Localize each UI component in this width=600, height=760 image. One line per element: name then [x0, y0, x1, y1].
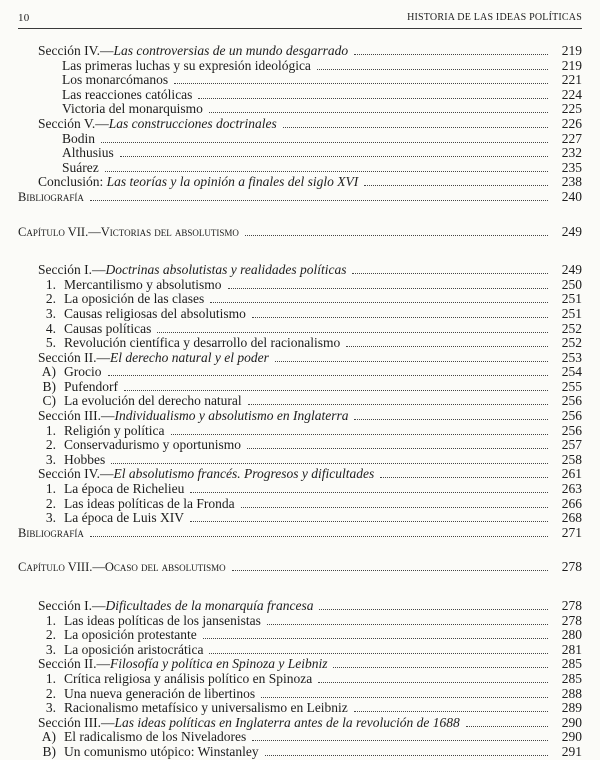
dot-leader — [157, 332, 548, 333]
dot-leader — [275, 361, 548, 362]
toc-entry — [18, 424, 582, 439]
entry-enumerator: 1. — [45, 422, 56, 438]
section-entry — [18, 599, 582, 614]
entry-title: Las primeras luchas y su expresión ideológica — [62, 57, 311, 73]
entry-title-wrap — [38, 467, 374, 482]
entry-enumerator: 3. — [45, 510, 56, 526]
entry-title-wrap — [64, 730, 246, 745]
page-number: 225 — [561, 101, 582, 117]
entry-title-wrap — [64, 322, 151, 337]
entry-title-wrap — [64, 672, 312, 687]
page-number: 232 — [561, 145, 582, 161]
toc-entry — [18, 701, 582, 716]
entry-title-wrap — [64, 687, 255, 702]
dot-leader — [101, 142, 548, 143]
page-number: 263 — [561, 481, 582, 497]
entry-title: Hobbes — [64, 451, 106, 467]
entry-title-wrap — [62, 146, 114, 161]
section-label: Sección V.— — [38, 115, 109, 131]
entry-title-wrap — [64, 336, 340, 351]
entry-title: La evolución del derecho natural — [64, 393, 242, 409]
entry-title-wrap — [18, 190, 84, 205]
section-label: Sección III.— — [38, 714, 115, 730]
section-title: Doctrinas absolutistas y realidades políticas — [105, 262, 347, 278]
dot-leader — [354, 711, 548, 712]
dot-leader — [209, 112, 548, 113]
entry-title-wrap — [38, 117, 277, 132]
page-number: 289 — [561, 700, 582, 716]
entry-title-wrap — [64, 278, 222, 293]
entry-title: Una nueva generación de libertinos — [64, 685, 256, 701]
entry-title: Racionalismo metafísico y universalismo en Leibniz — [64, 700, 348, 716]
dot-leader — [90, 536, 548, 537]
page-number: 256 — [561, 393, 582, 409]
entry-title-wrap — [64, 497, 235, 512]
entry-title: La época de Richelieu — [64, 481, 185, 497]
entry-title: Mercantilismo y absolutismo — [64, 276, 222, 292]
dot-leader — [283, 127, 548, 128]
entry-title-wrap — [38, 716, 460, 731]
entry-enumerator: 2. — [45, 627, 56, 643]
entry-title: La época de Luis XIV — [64, 510, 184, 526]
toc-entry — [18, 292, 582, 307]
bibliography-entry — [18, 526, 582, 541]
chapter-entry — [18, 560, 582, 575]
section-title: Las controversias de un mundo desgarrado — [113, 43, 349, 58]
page-number: 251 — [561, 291, 582, 307]
dot-leader — [352, 273, 548, 274]
page-number: 278 — [561, 612, 582, 628]
dot-leader — [354, 54, 548, 55]
entry-title-wrap — [38, 351, 269, 366]
entry-title: Las reacciones católicas — [62, 86, 193, 102]
page-number: 290 — [561, 729, 582, 745]
toc-block-chapter-viii — [18, 560, 582, 759]
page-number: 10 — [18, 12, 30, 24]
entry-title-wrap — [38, 657, 327, 672]
entry-title-wrap — [62, 132, 95, 147]
dot-leader — [265, 755, 548, 756]
dot-leader — [190, 521, 548, 522]
entry-enumerator: 1. — [45, 612, 56, 628]
toc-entry — [18, 380, 582, 395]
page-number: 235 — [561, 159, 582, 175]
entry-enumerator: 5. — [45, 335, 56, 351]
spacer — [18, 239, 582, 263]
toc-entry — [18, 132, 582, 147]
entry-enumerator: 1. — [45, 481, 56, 497]
dot-leader — [245, 235, 548, 236]
running-title: HISTORIA DE LAS IDEAS POLÍTICAS — [407, 12, 582, 23]
entry-title: Crítica religiosa y análisis político en Spinoza — [64, 670, 313, 686]
entry-title: El radicalismo de los Niveladores — [64, 729, 247, 745]
entry-title: Victoria del monarquismo — [62, 101, 203, 117]
entry-enumerator: 2. — [45, 495, 56, 511]
dot-leader — [267, 624, 548, 625]
page-number: 280 — [561, 627, 582, 643]
entry-title-wrap — [64, 482, 184, 497]
entry-title: Grocio — [64, 364, 102, 380]
section-label: Sección I.— — [38, 262, 106, 278]
dot-leader — [90, 200, 548, 201]
entry-enumerator: 2. — [45, 291, 56, 307]
entry-title-wrap — [64, 511, 184, 526]
page-number: 291 — [561, 743, 582, 759]
dot-leader — [111, 463, 548, 464]
page-number: 227 — [561, 130, 582, 146]
section-entry — [18, 117, 582, 132]
page-number: 257 — [561, 437, 582, 453]
entry-title-wrap — [38, 599, 313, 614]
entry-title-wrap — [64, 745, 259, 760]
entry-title-wrap — [64, 453, 105, 468]
dot-leader — [232, 570, 548, 571]
entry-title-wrap — [38, 263, 346, 278]
toc-entry — [18, 146, 582, 161]
page-number: 288 — [561, 685, 582, 701]
entry-title-wrap — [38, 44, 348, 59]
entry-title-wrap — [64, 643, 203, 658]
page-number: 258 — [561, 451, 582, 467]
toc-entry — [18, 322, 582, 337]
page-number: 240 — [561, 188, 582, 204]
toc-entry — [18, 628, 582, 643]
entry-title: La oposición aristocrática — [64, 641, 204, 657]
toc-entry — [18, 278, 582, 293]
dot-leader — [364, 185, 548, 186]
dot-leader — [105, 171, 548, 172]
entry-title: Causas religiosas del absolutismo — [64, 305, 246, 321]
section-label: Sección IV.— — [38, 43, 114, 58]
section-title: Las teorías y la opinión a finales del siglo XVI — [106, 174, 359, 190]
dot-leader — [108, 375, 549, 376]
page-number: 219 — [561, 57, 582, 73]
spacer — [18, 575, 582, 599]
entry-title-wrap — [18, 225, 239, 240]
page-number: 281 — [561, 641, 582, 657]
section-label: Sección II.— — [38, 349, 110, 365]
entry-title: Bibliografía — [18, 525, 84, 540]
page-number: 278 — [561, 559, 582, 575]
toc-entry — [18, 643, 582, 658]
entry-title-wrap — [62, 102, 203, 117]
entry-enumerator: 4. — [45, 320, 56, 336]
toc-entry — [18, 336, 582, 351]
entry-title-wrap — [18, 526, 84, 541]
dot-leader — [124, 390, 548, 391]
dot-leader — [252, 317, 548, 318]
entry-title-wrap — [18, 560, 226, 575]
entry-enumerator: A) — [41, 729, 56, 745]
section-entry — [18, 44, 582, 59]
entry-enumerator: C) — [42, 393, 56, 409]
entry-enumerator: 3. — [45, 451, 56, 467]
entry-enumerator: 1. — [45, 670, 56, 686]
section-entry — [18, 263, 582, 278]
dot-leader — [203, 638, 548, 639]
dot-leader — [317, 69, 548, 70]
dot-leader — [354, 419, 548, 420]
toc-entry — [18, 745, 582, 760]
page-number: 219 — [561, 43, 582, 58]
entry-enumerator: 3. — [45, 700, 56, 716]
section-entry — [18, 409, 582, 424]
entry-title: Pufendorf — [64, 378, 118, 394]
dot-leader — [319, 609, 548, 610]
section-entry — [18, 657, 582, 672]
section-title: El derecho natural y el poder — [109, 349, 269, 365]
entry-title: Conservadurismo y oportunismo — [64, 437, 241, 453]
bibliography-entry — [18, 190, 582, 205]
entry-enumerator: A) — [41, 364, 56, 380]
dot-leader — [174, 83, 548, 84]
page-number: 278 — [561, 598, 582, 613]
entry-enumerator: B) — [42, 743, 56, 759]
dot-leader — [210, 302, 548, 303]
page-header — [18, 12, 582, 29]
section-entry — [18, 716, 582, 731]
entry-title-wrap — [62, 73, 168, 88]
section-title: El absolutismo francés. Progresos y dificultades — [113, 466, 375, 482]
section-title: Dificultades de la monarquía francesa — [105, 598, 314, 613]
dot-leader — [346, 346, 548, 347]
entry-title: Althusius — [62, 145, 114, 161]
toc-entry — [18, 161, 582, 176]
dot-leader — [198, 98, 548, 99]
toc-entry — [18, 365, 582, 380]
spacer — [18, 540, 582, 560]
dot-leader — [228, 288, 549, 289]
entry-title-wrap — [64, 365, 102, 380]
page-number: 221 — [561, 72, 582, 88]
dot-leader — [241, 507, 548, 508]
page-number: 268 — [561, 510, 582, 526]
page-number: 256 — [561, 422, 582, 438]
entry-enumerator: B) — [42, 378, 56, 394]
page-number: 253 — [561, 349, 582, 365]
entry-title-wrap — [62, 161, 99, 176]
section-title: Las construcciones doctrinales — [108, 115, 277, 131]
section-label: Sección II.— — [38, 656, 110, 672]
page-number: 224 — [561, 86, 582, 102]
toc-entry — [18, 88, 582, 103]
section-label: Conclusión: — [38, 174, 107, 190]
page-number: 251 — [561, 305, 582, 321]
section-label: Sección III.— — [38, 408, 115, 424]
page-number: 238 — [561, 174, 582, 190]
page-number: 254 — [561, 364, 582, 380]
page-number: 250 — [561, 276, 582, 292]
entry-title: La oposición de las clases — [64, 291, 205, 307]
entry-title-wrap — [62, 59, 311, 74]
entry-title: Bodin — [62, 130, 96, 146]
page-number: 249 — [561, 262, 582, 278]
entry-title-wrap — [64, 628, 197, 643]
entry-title-wrap — [64, 701, 348, 716]
toc-entry — [18, 59, 582, 74]
toc-entry — [18, 394, 582, 409]
page-number: 255 — [561, 378, 582, 394]
toc-entry — [18, 511, 582, 526]
page-number: 285 — [561, 656, 582, 672]
entry-title-wrap — [64, 307, 246, 322]
toc-entry — [18, 453, 582, 468]
dot-leader — [190, 492, 548, 493]
toc-entry — [18, 614, 582, 629]
toc-entry — [18, 497, 582, 512]
page-number: 249 — [561, 223, 582, 239]
toc-block-chapter-vii — [18, 225, 582, 541]
toc-entry — [18, 102, 582, 117]
entry-title: Suárez — [62, 159, 99, 175]
toc-entry — [18, 73, 582, 88]
section-label: Sección I.— — [38, 598, 106, 613]
dot-leader — [209, 653, 548, 654]
dot-leader — [171, 434, 549, 435]
dot-leader — [380, 477, 548, 478]
entry-title-wrap — [38, 175, 358, 190]
entry-enumerator: 2. — [45, 685, 56, 701]
entry-title-wrap — [38, 409, 348, 424]
entry-enumerator: 3. — [45, 305, 56, 321]
entry-title: Religión y política — [64, 422, 165, 438]
entry-title: Bibliografía — [18, 189, 84, 204]
toc-entry — [18, 307, 582, 322]
toc-entry — [18, 730, 582, 745]
dot-leader — [252, 740, 548, 741]
dot-leader — [318, 682, 548, 683]
page-number: 290 — [561, 714, 582, 730]
entry-title-wrap — [64, 614, 261, 629]
page-number: 256 — [561, 408, 582, 424]
entry-title-wrap — [64, 438, 241, 453]
entry-enumerator: 2. — [45, 437, 56, 453]
page-number: 252 — [561, 335, 582, 351]
entry-title: Un comunismo utópico: Winstanley — [64, 743, 259, 759]
dot-leader — [248, 404, 548, 405]
section-entry — [18, 175, 582, 190]
section-title: Filosofía y política en Spinoza y Leibniz — [109, 656, 328, 672]
entry-title-wrap — [62, 88, 192, 103]
toc-entry — [18, 687, 582, 702]
section-title: Individualismo y absolutismo en Inglaterra — [114, 408, 349, 424]
toc-entry — [18, 482, 582, 497]
spacer — [18, 205, 582, 225]
dot-leader — [120, 156, 548, 157]
entry-enumerator: 1. — [45, 276, 56, 292]
section-entry — [18, 467, 582, 482]
entry-title: Revolución científica y desarrollo del racionalismo — [64, 335, 341, 351]
page-number: 285 — [561, 670, 582, 686]
entry-title: Capítulo VII.—Victorias del absolutismo — [18, 224, 239, 239]
entry-enumerator: 3. — [45, 641, 56, 657]
chapter-entry — [18, 225, 582, 240]
toc-block-chapter-vi-continued — [18, 44, 582, 205]
entry-title-wrap — [64, 424, 165, 439]
toc-entry — [18, 672, 582, 687]
page-number: 226 — [561, 115, 582, 131]
dot-leader — [247, 448, 548, 449]
entry-title: Las ideas políticas de los jansenistas — [64, 612, 261, 628]
page-number: 266 — [561, 495, 582, 511]
page-number: 261 — [561, 466, 582, 482]
page-number: 271 — [561, 524, 582, 540]
entry-title: Causas políticas — [64, 320, 152, 336]
entry-title: Las ideas políticas de la Fronda — [64, 495, 235, 511]
page-number: 252 — [561, 320, 582, 336]
dot-leader — [466, 726, 548, 727]
section-label: Sección IV.— — [38, 466, 114, 482]
dot-leader — [333, 667, 548, 668]
section-title: Las ideas políticas en Inglaterra antes de la revolución de 1688 — [114, 714, 460, 730]
entry-title-wrap — [64, 292, 204, 307]
toc-entry — [18, 438, 582, 453]
dot-leader — [261, 697, 548, 698]
table-of-contents — [18, 44, 582, 760]
entry-title-wrap — [64, 380, 118, 395]
entry-title-wrap — [64, 394, 242, 409]
entry-title: Los monarcómanos — [62, 72, 169, 88]
entry-title: La oposición protestante — [64, 627, 197, 643]
section-entry — [18, 351, 582, 366]
entry-title: Capítulo VIII.—Ocaso del absolutismo — [18, 560, 226, 575]
